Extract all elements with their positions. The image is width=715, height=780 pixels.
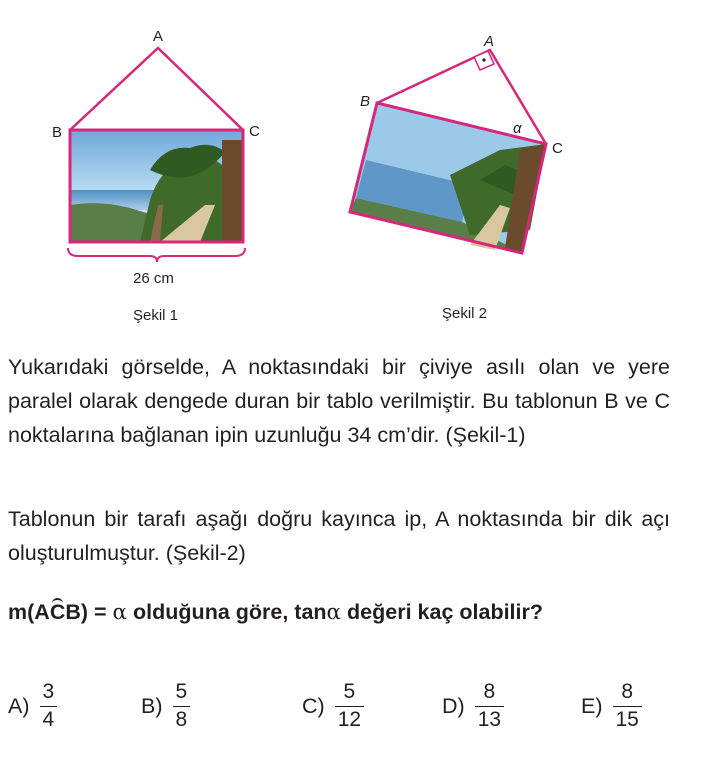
figure-1-width-brace bbox=[68, 248, 245, 262]
choice-e-letter: E) bbox=[581, 693, 603, 718]
figure-2-right-angle-dot bbox=[482, 58, 485, 61]
figures-area bbox=[0, 0, 715, 340]
figure-1-string bbox=[70, 48, 243, 130]
choice-e-denominator: 15 bbox=[615, 708, 639, 731]
choice-c-letter: C) bbox=[302, 693, 325, 718]
choice-a[interactable] bbox=[8, 680, 57, 732]
choice-e-fraction bbox=[613, 680, 642, 732]
figure-2-angle-label: α bbox=[513, 120, 522, 137]
choice-a-denominator: 4 bbox=[42, 708, 55, 731]
problem-paragraph-2: Tablonun bir tarafı aşağı doğru kayınca ip, A noktasında bir dik açı oluşturulmuştur. (Şekil-2) bbox=[8, 507, 670, 565]
figure-2-caption: Şekil 2 bbox=[442, 305, 488, 322]
choice-e-numerator: 8 bbox=[621, 680, 634, 703]
figure-2-point-a: A bbox=[484, 33, 495, 50]
choice-b-numerator: 5 bbox=[175, 680, 188, 703]
choice-c-denominator: 12 bbox=[337, 708, 362, 731]
figure-1-point-a: A bbox=[153, 28, 164, 45]
choice-d-numerator: 8 bbox=[483, 680, 496, 703]
choice-c-numerator: 5 bbox=[343, 680, 356, 703]
choice-d[interactable] bbox=[442, 680, 504, 732]
question-alpha-2: α bbox=[326, 600, 342, 625]
answer-choices bbox=[8, 680, 698, 740]
choice-b-denominator: 8 bbox=[175, 708, 188, 731]
choice-a-letter: A) bbox=[8, 693, 30, 718]
figure-1-caption: Şekil 1 bbox=[133, 307, 179, 324]
question-end: değeri kaç olabilir? bbox=[341, 600, 544, 624]
choice-e[interactable] bbox=[581, 680, 642, 732]
figure-2-point-b: B bbox=[360, 93, 371, 110]
question-prefix: m(A bbox=[8, 600, 50, 624]
question-mid: olduğuna göre, tan bbox=[127, 600, 327, 624]
figure-1-point-c: C bbox=[249, 123, 260, 140]
figure-1 bbox=[52, 28, 260, 324]
figure-2-point-c: C bbox=[552, 140, 563, 157]
choice-b-fraction bbox=[173, 680, 191, 732]
question-arc-letter: C bbox=[50, 595, 66, 629]
question-text bbox=[8, 595, 670, 630]
choice-d-denominator: 13 bbox=[477, 708, 502, 731]
question-suffix: B) = bbox=[65, 600, 113, 624]
question-alpha: α bbox=[112, 600, 128, 625]
choice-a-fraction bbox=[40, 680, 58, 732]
choice-b-letter: B) bbox=[141, 693, 163, 718]
choice-d-letter: D) bbox=[442, 693, 465, 718]
choice-b[interactable] bbox=[141, 680, 190, 732]
problem-paragraph-1: Yukarıdaki görselde, A noktasındaki bir çiviye asılı olan ve yere paralel olarak dengede duran bir tablo verilmiştir. Bu tablonun B ve C noktalarına bağlanan ipin uzunluğu 34 cm’dir. (Şekil-1) bbox=[8, 355, 670, 447]
figure-1-point-b: B bbox=[52, 124, 63, 141]
choice-d-fraction bbox=[475, 680, 504, 732]
figure-2 bbox=[350, 33, 563, 322]
choice-c[interactable] bbox=[302, 680, 364, 732]
figure-1-width-label: 26 cm bbox=[133, 270, 174, 287]
choice-c-fraction bbox=[335, 680, 364, 732]
figure-1-photo bbox=[70, 130, 243, 242]
choice-a-numerator: 3 bbox=[42, 680, 55, 703]
